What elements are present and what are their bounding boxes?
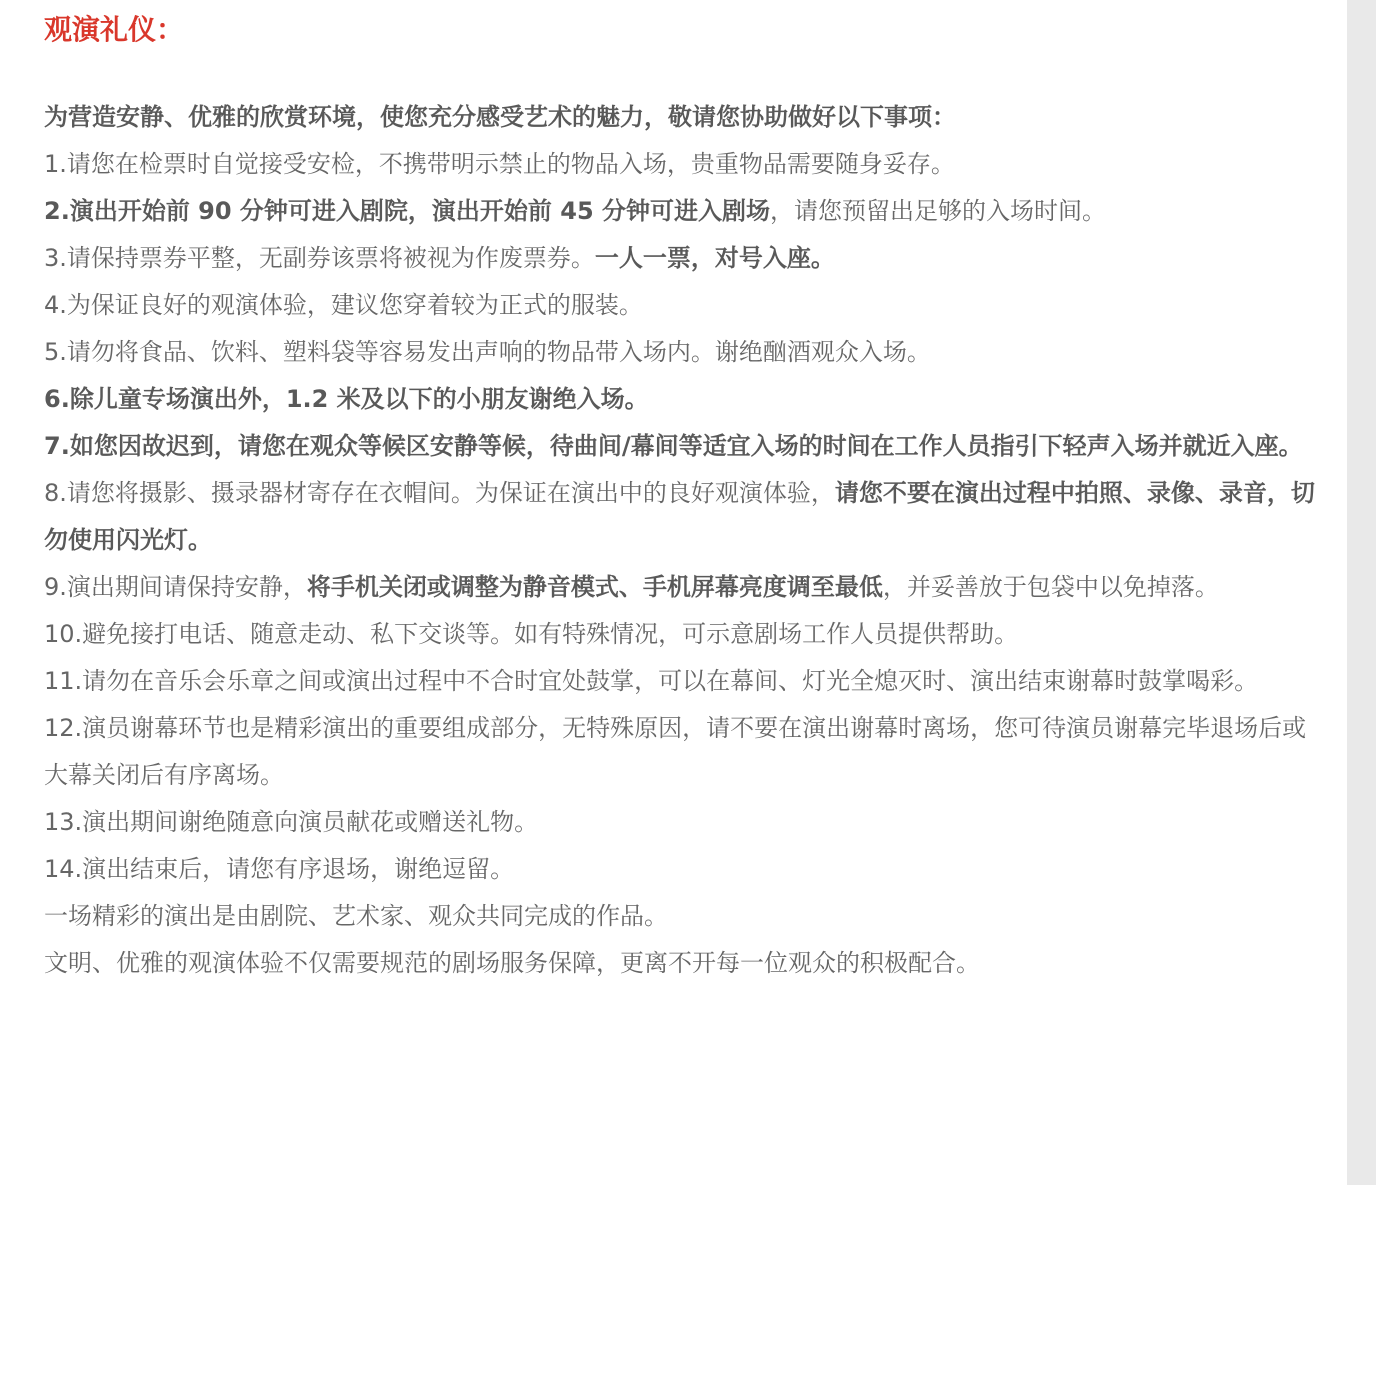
item-9-normal-text-1: 9.演出期间请保持安静，: [44, 573, 307, 601]
etiquette-item-7: 7.如您因故迟到，请您在观众等候区安静等候，待曲间/幕间等适宜入场的时间在工作人员指引下轻声入场并就近入座。: [44, 432, 1303, 460]
etiquette-item-5: 5.请勿将食品、饮料、塑料袋等容易发出声响的物品带入场内。谢绝酗酒观众入场。: [44, 338, 931, 366]
etiquette-item-2: [44, 188, 1330, 235]
etiquette-item-6: 6.除儿童专场演出外，1.2 米及以下的小朋友谢绝入场。: [44, 385, 649, 413]
etiquette-item-1: 1.请您在检票时自觉接受安检，不携带明示禁止的物品入场，贵重物品需要随身妥存。: [44, 150, 955, 178]
item-9-bold-text: 将手机关闭或调整为静音模式、手机屏幕亮度调至最低: [306, 573, 883, 601]
etiquette-item-14: 14.演出结束后，请您有序退场，谢绝逗留。: [44, 855, 515, 883]
closing-line-2: 文明、优雅的观演体验不仅需要规范的剧场服务保障，更离不开每一位观众的积极配合。: [44, 949, 980, 977]
item-2-normal-text: ，请您预留出足够的入场时间。: [770, 197, 1107, 225]
etiquette-item-3: [44, 235, 1330, 282]
closing-line-1: 一场精彩的演出是由剧院、艺术家、观众共同完成的作品。: [44, 902, 668, 930]
page-title: 观演礼仪：: [44, 13, 185, 46]
etiquette-item-9: [44, 564, 1330, 611]
etiquette-item-11: 11.请勿在音乐会乐章之间或演出过程中不合时宜处鼓掌，可以在幕间、灯光全熄灭时、演出结束谢幕时鼓掌喝彩。: [44, 667, 1259, 695]
item-3-bold-text: 一人一票，对号入座。: [594, 244, 835, 272]
etiquette-item-4: 4.为保证良好的观演体验，建议您穿着较为正式的服装。: [44, 291, 643, 319]
etiquette-item-12: 12.演员谢幕环节也是精彩演出的重要组成部分，无特殊原因，请不要在演出谢幕时离场，您可待演员谢幕完毕退场后或大幕关闭后有序离场。: [44, 714, 1307, 789]
item-9-normal-text-2: ，并妥善放于包袋中以免掉落。: [882, 573, 1219, 601]
item-8-normal-text: 8.请您将摄影、摄录器材寄存在衣帽间。为保证在演出中的良好观演体验，: [44, 479, 835, 507]
scrollbar-track[interactable]: [1347, 0, 1376, 1185]
intro-line: 为营造安静、优雅的欣赏环境，使您充分感受艺术的魅力，敬请您协助做好以下事项：: [44, 103, 956, 131]
item-8-bold-text: 请您不要在演出过程中拍照、录像、录音，切勿使用闪光灯。: [44, 479, 1315, 554]
etiquette-item-10: 10.避免接打电话、随意走动、私下交谈等。如有特殊情况，可示意剧场工作人员提供帮助。: [44, 620, 1019, 648]
etiquette-item-13: 13.演出期间谢绝随意向演员献花或赠送礼物。: [44, 808, 539, 836]
item-3-normal-text: 3.请保持票券平整，无副券该票将被视为作废票券。: [44, 244, 595, 272]
etiquette-item-8: [44, 470, 1330, 564]
item-2-bold-text: 2.演出开始前 90 分钟可进入剧院，演出开始前 45 分钟可进入剧场: [44, 197, 771, 225]
